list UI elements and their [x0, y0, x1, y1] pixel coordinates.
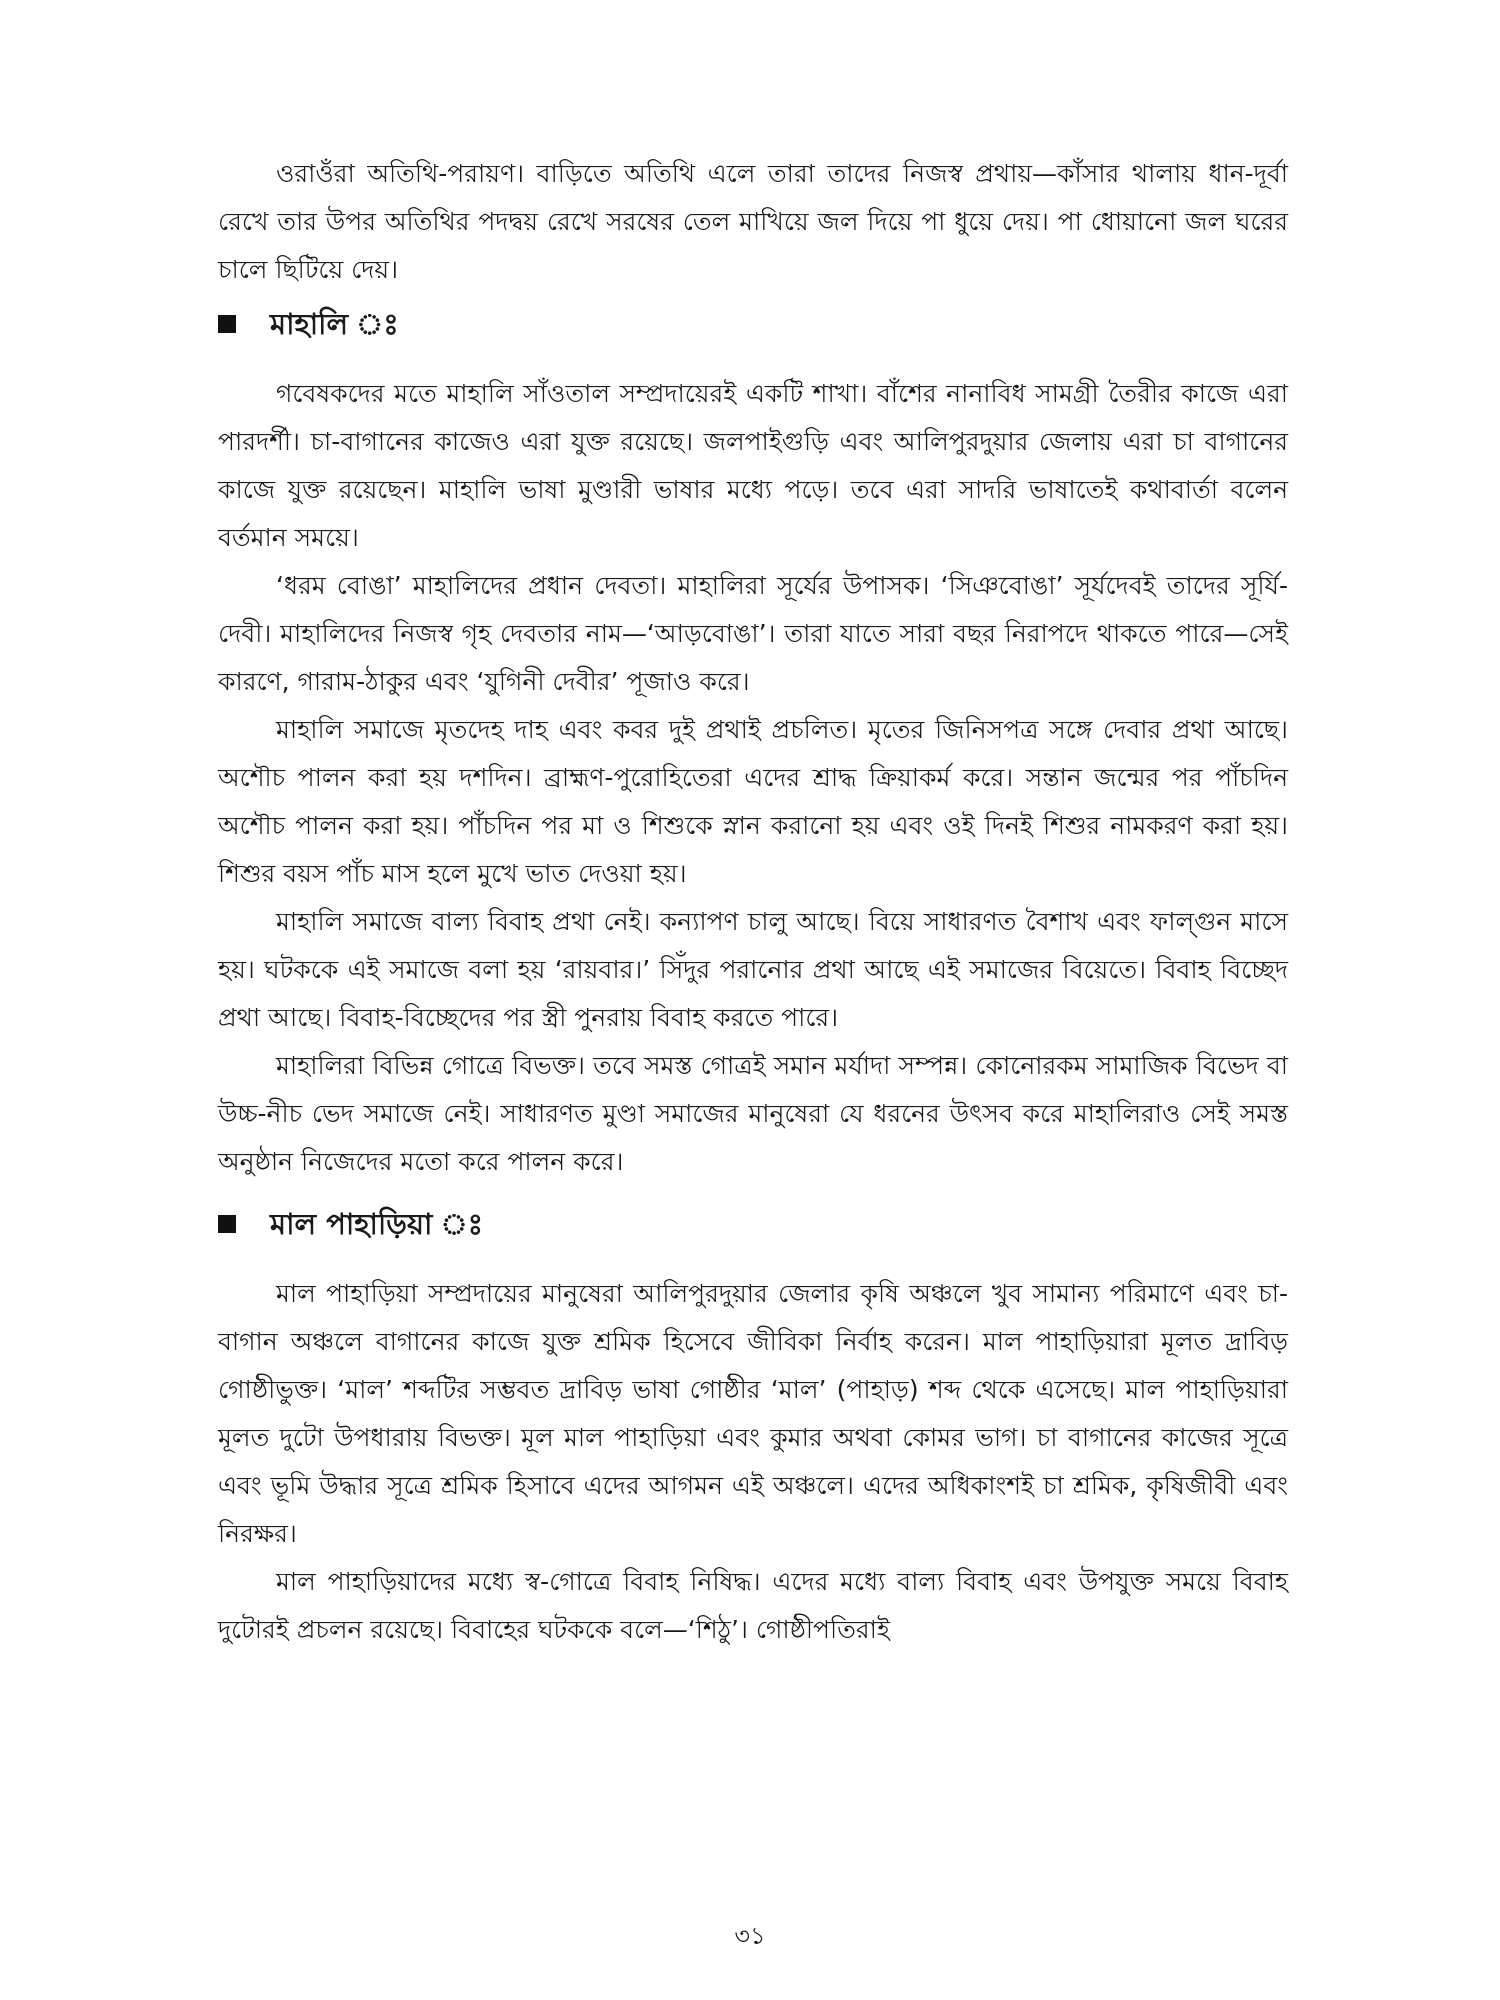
mahali-paragraph-3: মাহালি সমাজে মৃতদেহ দাহ এবং কবর দুই প্রথাই প্রচলিত। মৃতের জিনিসপত্র সঙ্গে দেবার প্রথা আছে। অশৌচ পালন করা হয় দশদিন। ব্রাহ্মণ-পুরোহিতেরা এদের শ্রাদ্ধ ক্রিয়াকর্ম করে। সন্তান জন্মের পর পাঁচদিন অশৌচ পালন করা হয়। পাঁচদিন পর মা ও শিশুকে স্নান করানো হয় এবং ওই দিনই শিশুর নামকরণ করা হয়। শিশুর বয়স পাঁচ মাস হলে মুখে ভাত দেওয়া হয়।	[218, 715, 1288, 888]
section-heading-mal-paharia	[218, 1200, 1288, 1248]
square-bullet-icon	[218, 315, 236, 333]
mahali-paragraph-2: ‘ধরম বোঙা’ মাহালিদের প্রধান দেবতা। মাহালিরা সূর্যের উপাসক। ‘সিঞবোঙা’ সূর্যদেবই তাদের সূর্যি-দেবী। মাহালিদের নিজস্ব গৃহ দেবতার নাম—‘আড়বোঙা’। তারা যাতে সারা বছর নিরাপদে থাকতে পারে—সেই কারণে, গারাম-ঠাকুর এবং ‘যুগিনী দেবীর’ পূজাও করে।	[218, 571, 1288, 696]
mal-paharia-heading: মাল পাহাড়িয়া ঃ	[270, 1207, 484, 1241]
page-content	[218, 150, 1288, 1654]
mahali-paragraph-1: গবেষকদের মতে মাহালি সাঁওতাল সম্প্রদায়েরই একটি শাখা। বাঁশের নানাবিধ সামগ্রী তৈরীর কাজে এরা পারদর্শী। চা-বাগানের কাজেও এরা যুক্ত রয়েছে। জলপাইগুড়ি এবং আলিপুরদুয়ার জেলায় এরা চা বাগানের কাজে যুক্ত রয়েছেন। মাহালি ভাষা মুণ্ডারী ভাষার মধ্যে পড়ে। তবে এরা সাদরি ভাষাতেই কথাবার্তা বলেন বর্তমান সময়ে।	[218, 379, 1288, 552]
mal-paharia-paragraph-2: মাল পাহাড়িয়াদের মধ্যে স্ব-গোত্রে বিবাহ নিষিদ্ধ। এদের মধ্যে বাল্য বিবাহ এবং উপযুক্ত সময়ে বিবাহ দুটোরই প্রচলন রয়েছে। বিবাহের ঘটককে বলে—‘শিঠু’। গোষ্ঠীপতিরাই	[218, 1567, 1288, 1644]
page-number: ৩১	[734, 1922, 766, 1950]
mal-paharia-paragraph-1: মাল পাহাড়িয়া সম্প্রদায়ের মানুষেরা আলিপুরদুয়ার জেলার কৃষি অঞ্চলে খুব সামান্য পরিমাণে এবং চা-বাগান অঞ্চলে বাগানের কাজে যুক্ত শ্রমিক হিসেবে জীবিকা নির্বাহ করেন। মাল পাহাড়িয়ারা মূলত দ্রাবিড় গোষ্ঠীভুক্ত। ‘মাল’ শব্দটির সম্ভবত দ্রাবিড় ভাষা গোষ্ঠীর ‘মাল’ (পাহাড়) শব্দ থেকে এসেছে। মাল পাহাড়িয়ারা মূলত দুটো উপধারায় বিভক্ত। মূল মাল পাহাড়িয়া এবং কুমার অথবা কোমর ভাগ। চা বাগানের কাজের সূত্রে এবং ভূমি উদ্ধার সূত্রে শ্রমিক হিসাবে এদের আগমন এই অঞ্চলে। এদের অধিকাংশই চা শ্রমিক, কৃষিজীবী এবং নিরক্ষর।	[218, 1279, 1288, 1548]
mahali-paragraph-4: মাহালি সমাজে বাল্য বিবাহ প্রথা নেই। কন্যাপণ চালু আছে। বিয়ে সাধারণত বৈশাখ এবং ফাল্গুন মাসে হয়। ঘটককে এই সমাজে বলা হয় ‘রায়বার।’ সিঁদুর পরানোর প্রথা আছে এই সমাজের বিয়েতে। বিবাহ বিচ্ছেদ প্রথা আছে। বিবাহ-বিচ্ছেদের পর স্ত্রী পুনরায় বিবাহ করতে পারে।	[218, 907, 1288, 1032]
square-bullet-icon	[218, 1215, 236, 1233]
mahali-paragraph-5: মাহালিরা বিভিন্ন গোত্রে বিভক্ত। তবে সমস্ত গোত্রই সমান মর্যাদা সম্পন্ন। কোনোরকম সামাজিক বিভেদ বা উচ্চ-নীচ ভেদ সমাজে নেই। সাধারণত মুণ্ডা সমাজের মানুষেরা যে ধরনের উৎসব করে মাহালিরাও সেই সমস্ত অনুষ্ঠান নিজেদের মতো করে পালন করে।	[218, 1051, 1288, 1176]
oraon-paragraph-1: ওরাওঁরা অতিথি-পরায়ণ। বাড়িতে অতিথি এলে তারা তাদের নিজস্ব প্রথায়—কাঁসার থালায় ধান-দূর্বা রেখে তার উপর অতিথির পদদ্বয় রেখে সরষের তেল মাখিয়ে জল দিয়ে পা ধুয়ে দেয়। পা ধোয়ানো জল ঘরের চালে ছিটিয়ে দেয়।	[218, 159, 1288, 284]
section-heading-mahali	[218, 300, 1288, 348]
mahali-heading: মাহালি ঃ	[270, 307, 399, 341]
